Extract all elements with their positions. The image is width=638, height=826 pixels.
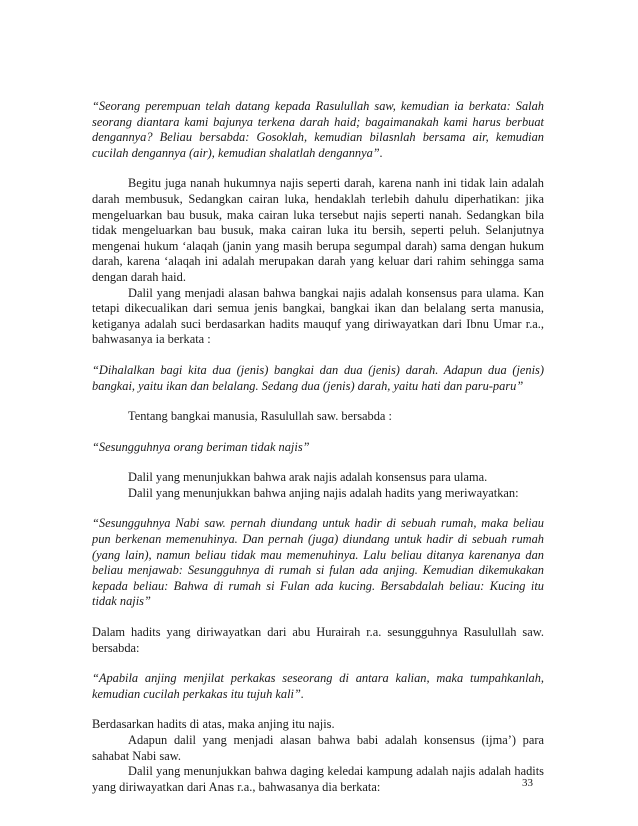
hadith-quote-dihalalkan: “Dihalalkan bagi kita dua (jenis) bangkai dan dua (jenis) darah. Adapun dua (jenis) bangkai, yaitu ikan dan belalang. Sedang dua (jenis) darah, yaitu hati dan paru-paru”	[92, 362, 544, 393]
hadith-quote-beriman: “Sesungguhnya orang beriman tidak najis”	[92, 439, 310, 454]
paragraph-kesimpulan-anjing: Berdasarkan hadits di atas, maka anjing itu najis.	[92, 717, 335, 732]
paragraph-keledai: Dalil yang menunjukkan bahwa daging keledai kampung adalah najis adalah hadits yang diriwayatkan dari Anas r.a., bahwasanya dia berkata:	[92, 764, 544, 794]
hadith-quote-rumah: “Sesungguhnya Nabi saw. pernah diundang untuk hadir di sebuah rumah, maka beliau pun berkenan memenuhinya. Dan pernah (juga) diundang untuk hadir di sebuah rumah (yang lain), namun beliau tidak mau memenuhinya. Lalu beliau ditanya karenanya dan beliau menjawab: Sesungguhnya di rumah si fulan ada anjing. Kemudian dikemukakan kepada beliau: Bahwa di rumah si Fulan ada kucing. Bersabdalah beliau: Kucing itu tidak najis”	[92, 516, 544, 609]
page-number: 33	[522, 777, 533, 789]
paragraph-anjing: Dalil yang menunjukkan bahwa anjing najis adalah hadits yang meriwayatkan:	[128, 485, 519, 500]
paragraph-nanah: Begitu juga nanah hukumnya najis seperti darah, karena nanh ini tidak lain adalah darah membusuk, Sedangkan cairan luka, hendaklah terlebih dahulu diperhatikan: jika mengeluarkan bau busuk, maka cairan luka tersebut najis seperti nanah. Sedangkan bila tidak mengeluarkan bau busuk, maka cairan luka itu bersih, seperti peluh. Selanjutnya mengenai hukum ‘alaqah (janin yang masih berupa segumpal darah) sama dengan hukum darah, karena ‘alaqah ini adalah merupakan darah yang keluar dari rahim sehingga sama dengan darah haid.	[92, 176, 544, 284]
hadith-quote-menjilat: “Apabila anjing menjilat perkakas seseorang di antara kalian, maka tumpahkanlah, kemudian cucilah perkakas itu tujuh kali”.	[92, 671, 544, 701]
paragraph-bangkai: Dalil yang menjadi alasan bahwa bangkai najis adalah konsensus para ulama. Kan tetapi dikecualikan dari semua jenis bangkai, bangkai ikan dan belalang serta manusia, ketiganya adalah suci berdasarkan hadits mauquf yang diriwayatkan dari Ibnu Umar r.a., bahwasanya ia berkata :	[92, 285, 544, 347]
paragraph-abu-hurairah: Dalam hadits yang diriwayatkan dari abu Hurairah r.a. sesungguhnya Rasulullah saw. bersabda:	[92, 625, 544, 655]
paragraph-bangkai-manusia: Tentang bangkai manusia, Rasulullah saw. bersabda :	[128, 409, 392, 424]
paragraph-arak: Dalil yang menunjukkan bahwa arak najis adalah konsensus para ulama.	[128, 470, 488, 485]
hadith-quote-haid: “Seorang perempuan telah datang kepada Rasulullah saw, kemudian ia berkata: Salah seorang diantara kami bajunya terkena darah haid; bagaimanakah kami harus berbuat dengannya? Beliau bersabda: Gosoklah, kemudian bilasnlah bersama air, kemudian cucilah dengannya (air), kemudian shalatlah dengannya”.	[92, 99, 544, 160]
paragraph-babi: Adapun dalil yang menjadi alasan bahwa babi adalah konsensus (ijma’) para sahabat Nabi saw.	[92, 733, 544, 763]
body-text	[92, 99, 544, 795]
